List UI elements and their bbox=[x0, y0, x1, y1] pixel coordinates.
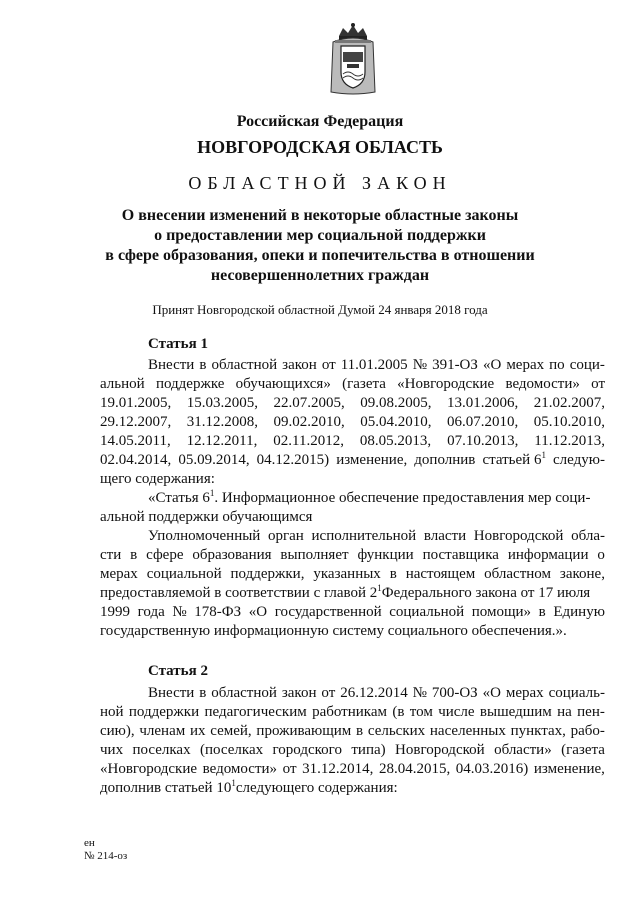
text-word: поддержке bbox=[155, 376, 225, 392]
text-word: областной bbox=[211, 357, 278, 373]
text-word: социальной bbox=[389, 604, 465, 620]
superscript: 1 bbox=[231, 778, 236, 788]
text-line bbox=[100, 489, 605, 508]
text-word: «О bbox=[248, 604, 268, 620]
text-word: 700-ОЗ bbox=[431, 685, 478, 701]
text-word: педагогическим bbox=[204, 704, 307, 720]
law-title-line: О внесении изменений в некоторые областные законы bbox=[121, 207, 519, 224]
text-word: № bbox=[412, 357, 428, 373]
text-word: (поселках bbox=[200, 742, 264, 758]
law-title-line: несовершеннолетних граждан bbox=[210, 267, 430, 284]
text-line bbox=[100, 375, 605, 394]
text-word: 08.05.2013, bbox=[359, 433, 432, 449]
text-word: 391-ОЗ bbox=[432, 357, 478, 373]
text-word: городского bbox=[272, 742, 342, 758]
text-word: альной поддержки обучающимся bbox=[100, 509, 313, 525]
text-line bbox=[100, 546, 605, 565]
text-word: (газета bbox=[561, 742, 605, 758]
text-word: поселках bbox=[132, 742, 191, 758]
article-2-body bbox=[100, 684, 605, 798]
text-line bbox=[100, 584, 605, 603]
text-word: 05.04.2010, bbox=[360, 414, 432, 430]
text-word: 09.08.2005, bbox=[360, 395, 432, 411]
text-word: изменение, bbox=[533, 761, 605, 777]
text-line bbox=[100, 722, 605, 741]
text-word: 12.12.2011, bbox=[186, 433, 258, 449]
text-word: 15.03.2005, bbox=[186, 395, 258, 411]
text-line bbox=[100, 741, 605, 760]
text-line bbox=[100, 565, 605, 584]
adoption-note: Принят Новгородской областной Думой 24 января 2018 года bbox=[152, 302, 488, 317]
text-word: населенных bbox=[429, 723, 506, 739]
text-line bbox=[100, 527, 605, 546]
footer-number: № 214-оз bbox=[84, 850, 128, 862]
text-word: проживающим bbox=[256, 723, 352, 739]
federation-heading: Российская Федерация bbox=[236, 113, 404, 130]
text-word: 07.10.2013, bbox=[447, 433, 519, 449]
text-word: дополнив bbox=[414, 452, 476, 468]
text-word: поставщика bbox=[422, 547, 499, 563]
text-word: образования bbox=[192, 547, 272, 563]
superscript: 1 bbox=[377, 583, 382, 593]
text-word: поддержки bbox=[128, 704, 200, 720]
text-word: социальной bbox=[146, 566, 222, 582]
text-word: сфере bbox=[146, 547, 184, 563]
text-word: государственную информационную систему социального обеспечения.». bbox=[100, 623, 567, 639]
law-title-line: о предоставлении мер социальной поддержки bbox=[154, 227, 486, 244]
text-word: настоящем bbox=[405, 566, 476, 582]
article-1-body bbox=[100, 356, 605, 641]
text-word: 28.04.2015, bbox=[378, 761, 451, 777]
text-word: 02.04.2014, bbox=[100, 452, 172, 468]
text-word: от bbox=[321, 357, 336, 373]
text-word: ной bbox=[100, 704, 124, 720]
text-word: в bbox=[538, 604, 546, 620]
text-word: от bbox=[282, 761, 297, 777]
text-line bbox=[100, 684, 605, 703]
text-word: (в bbox=[392, 704, 405, 720]
text-word: 1999 bbox=[100, 604, 130, 620]
text-word: 11.12.2013, bbox=[534, 433, 605, 449]
text-word: в bbox=[199, 357, 207, 373]
text-word: 04.03.2016) bbox=[455, 761, 529, 777]
text-word: семей, bbox=[210, 723, 252, 739]
text-line bbox=[100, 703, 605, 722]
text-word: на bbox=[557, 704, 572, 720]
document-footer bbox=[84, 837, 127, 863]
text-line bbox=[100, 760, 605, 779]
text-word: пен- bbox=[577, 704, 605, 720]
article-1-heading: Статья 1 bbox=[148, 336, 208, 352]
text-word: Новгородской bbox=[395, 742, 485, 758]
text-word: 26.12.2014 bbox=[340, 685, 408, 701]
text-word: 11.01.2005 bbox=[340, 357, 408, 373]
text-word: 02.11.2012, bbox=[273, 433, 344, 449]
text-word: в bbox=[389, 566, 397, 582]
text-word: Уполномоченный bbox=[148, 528, 261, 544]
text-word: соци- bbox=[569, 357, 605, 373]
text-line bbox=[100, 470, 605, 489]
text-word: обла- bbox=[571, 528, 605, 544]
text-word: 05.09.2014, bbox=[178, 452, 250, 468]
text-word: мерах bbox=[505, 685, 544, 701]
text-line bbox=[100, 508, 605, 527]
text-word: том bbox=[409, 704, 433, 720]
text-line bbox=[100, 413, 605, 432]
text-word: 19.01.2005, bbox=[100, 395, 172, 411]
footer-initials: ен bbox=[84, 837, 95, 849]
text-line bbox=[100, 394, 605, 413]
text-word: сельских bbox=[367, 723, 426, 739]
text-word: Федерального закона от 17 июля bbox=[381, 585, 591, 601]
text-word: 31.12.2008, bbox=[186, 414, 258, 430]
text-line bbox=[100, 451, 605, 470]
law-title-line: в сфере образования, опеки и попечительства в отношении bbox=[105, 247, 535, 264]
text-word: «О bbox=[482, 357, 502, 373]
text-word: исполнительной bbox=[311, 528, 417, 544]
text-word: сти bbox=[100, 547, 122, 563]
text-word: по bbox=[549, 357, 565, 373]
text-word: 29.12.2007, bbox=[100, 414, 172, 430]
text-line bbox=[100, 603, 605, 622]
text-line bbox=[100, 432, 605, 451]
text-word: указанных bbox=[313, 566, 381, 582]
text-word: функции bbox=[357, 547, 414, 563]
text-word: от bbox=[591, 376, 605, 392]
text-word: пунктах, bbox=[510, 723, 566, 739]
law-title bbox=[0, 206, 640, 286]
text-word: области» bbox=[494, 742, 552, 758]
text-word: о bbox=[597, 547, 605, 563]
text-word: работникам bbox=[312, 704, 387, 720]
region-heading: НОВГОРОДСКАЯ ОБЛАСТЬ bbox=[197, 137, 443, 157]
text-word: щего содержания: bbox=[100, 471, 215, 487]
text-word: поддержки, bbox=[230, 566, 305, 582]
text-word: изменение, bbox=[336, 452, 408, 468]
text-word: «Новгородские bbox=[100, 761, 198, 777]
text-word: от bbox=[321, 685, 336, 701]
text-word: областном bbox=[484, 566, 551, 582]
text-word: в bbox=[356, 723, 364, 739]
text-word: закон bbox=[281, 685, 317, 701]
text-word: года bbox=[137, 604, 165, 620]
article-2-heading: Статья 2 bbox=[148, 663, 208, 679]
text-word: их bbox=[189, 723, 206, 739]
text-word: «Статья $6^1$ bbox=[148, 488, 215, 506]
text-word: мерах bbox=[506, 357, 545, 373]
coat-of-arms-icon bbox=[327, 22, 379, 96]
text-word: дополнив статьей $10^1$ bbox=[100, 778, 236, 796]
text-word: 09.02.2010, bbox=[273, 414, 345, 430]
text-word: власти bbox=[423, 528, 467, 544]
text-word: сию), bbox=[100, 723, 135, 739]
text-word: «Новгородские bbox=[397, 376, 495, 392]
document-type: ОБЛАСТНОЙ ЗАКОН bbox=[188, 173, 452, 193]
text-word: ведомости» bbox=[505, 376, 580, 392]
text-word: в bbox=[130, 547, 138, 563]
text-word: выполняет bbox=[280, 547, 349, 563]
text-word: государственной bbox=[274, 604, 382, 620]
text-word: 21.02.2007, bbox=[533, 395, 605, 411]
text-word: Новгородской bbox=[473, 528, 564, 544]
text-word: в bbox=[199, 685, 207, 701]
text-word: орган bbox=[268, 528, 304, 544]
text-word: членам bbox=[139, 723, 186, 739]
text-word: типа) bbox=[351, 742, 386, 758]
text-word: (газета bbox=[342, 376, 386, 392]
text-word: рабо- bbox=[570, 723, 605, 739]
text-word: Внести bbox=[148, 357, 195, 373]
text-word: помощи» bbox=[471, 604, 532, 620]
text-word: 06.07.2010, bbox=[447, 414, 519, 430]
text-word: «О bbox=[482, 685, 501, 701]
text-word: 04.12.2015) bbox=[256, 452, 330, 468]
text-word: 13.01.2006, bbox=[447, 395, 519, 411]
text-word: Внести bbox=[148, 685, 195, 701]
superscript: 1 bbox=[541, 450, 546, 460]
text-word: ведомости» bbox=[202, 761, 278, 777]
text-word: числе bbox=[438, 704, 475, 720]
text-word: Единую bbox=[553, 604, 605, 620]
text-word: 14.05.2011, bbox=[100, 433, 171, 449]
text-line bbox=[100, 779, 605, 798]
text-word: чих bbox=[100, 742, 124, 758]
text-word: предоставляемой в соответствии с главой $2^1$ bbox=[100, 583, 382, 601]
text-word: 31.12.2014, bbox=[302, 761, 374, 777]
text-word: № bbox=[412, 685, 427, 701]
text-word: . Информационное обеспечение предоставления мер соци- bbox=[214, 490, 591, 506]
text-word: вышедшим bbox=[479, 704, 552, 720]
text-word: законе, bbox=[559, 566, 605, 582]
text-word: обучающихся» bbox=[235, 376, 331, 392]
text-word: следующего содержания: bbox=[235, 780, 398, 796]
text-word: областной bbox=[211, 685, 277, 701]
text-word: следую- bbox=[553, 452, 605, 468]
text-word: статьей $6^1$ bbox=[482, 450, 546, 468]
text-word: социаль- bbox=[548, 685, 605, 701]
text-word: мерах bbox=[100, 566, 138, 582]
text-word: 05.10.2010, bbox=[533, 414, 605, 430]
text-word: 178-ФЗ bbox=[194, 604, 242, 620]
text-word: альной bbox=[100, 376, 145, 392]
text-line bbox=[100, 622, 605, 641]
superscript: 1 bbox=[209, 488, 215, 498]
text-word: информации bbox=[507, 547, 589, 563]
text-word: 22.07.2005, bbox=[273, 395, 345, 411]
text-word: № bbox=[172, 604, 187, 620]
text-word: закон bbox=[282, 357, 317, 373]
text-line bbox=[100, 356, 605, 375]
